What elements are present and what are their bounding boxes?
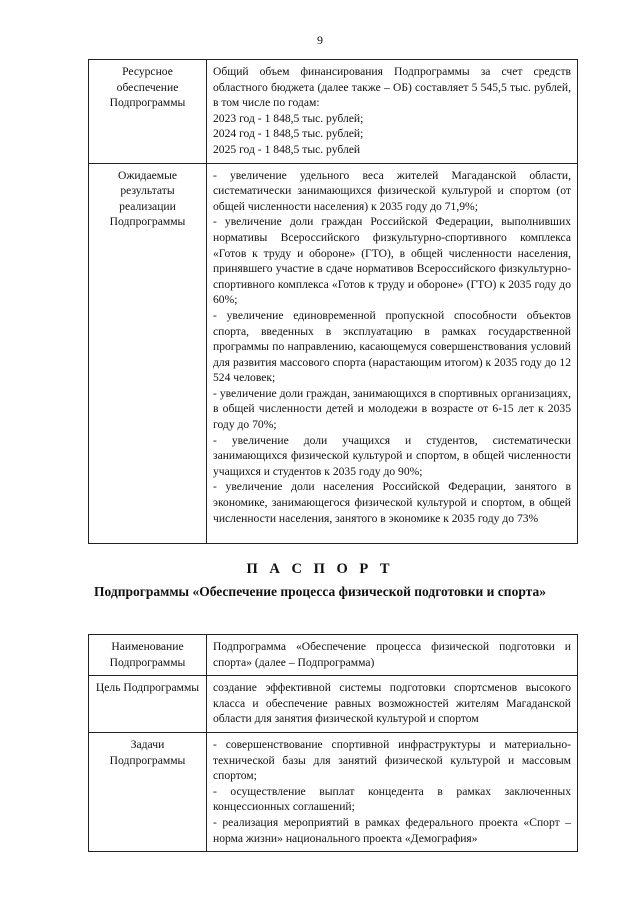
passport-table: [88, 634, 578, 852]
text-line: 2024 год - 1 848,5 тыс. рублей;: [213, 127, 364, 141]
list-item: - реализация мероприятий в рамках федерального проекта «Спорт – норма жизни» национального проекта «Демография»: [213, 815, 571, 845]
table-row: [89, 732, 578, 851]
list-item: - увеличение удельного веса жителей Магаданской области, систематически занимающихся физической культурой и спортом (от общей численности населения) к 2035 году до 71,9%;: [213, 168, 571, 213]
text-line: Общий объем финансирования Подпрограммы за счет средств областного бюджета (далее также – ОБ) составляет 5 545,5 тыс. рублей, в том числе по годам:: [213, 65, 571, 110]
list-item: - увеличение доли учащихся и студентов, систематически занимающихся физической культурой и спортом, в общей численности учащихся и студентов к 2035 году до 90%;: [213, 433, 571, 478]
row-label-goal: Цель Подпрограммы: [89, 676, 207, 733]
list-item: - осуществление выплат концедента в рамках заключенных концессионных соглашений;: [213, 784, 571, 814]
table-row: [89, 163, 578, 543]
row-label-name: Наименование Подпрограммы: [89, 635, 207, 676]
text-line: Подпрограмма «Обеспечение процесса физической подготовки и спорта» (далее – Подпрограмма): [213, 640, 571, 669]
list-item: - увеличение доли граждан Российской Федерации, выполнивших нормативы Всероссийского физкультурно-спортивного комплекса «Готов к труду и обороне» (ГТО), в общей численности населения, принявшего участие в сдаче нормативов Всероссийского физкультурно-спортивного комплекса «Готов к труду и обороне» (ГТО) к 2035 году до 60%;: [213, 215, 571, 307]
page-number: 9: [317, 33, 323, 47]
row-value-goal: [207, 676, 578, 733]
row-value-name: [207, 635, 578, 676]
list-item: - увеличение доли населения Российской Федерации, занятого в экономике, занимающегося физической культурой и спортом, в общей численности населения, занятого в экономике к 2035 году до 73%: [213, 480, 571, 525]
table-row: [89, 635, 578, 676]
table-row: [89, 676, 578, 733]
row-label-tasks: Задачи Подпрограммы: [89, 732, 207, 851]
text-line: создание эффективной системы подготовки спортсменов высокого класса и обеспечение равных возможностей жителям Магаданской области для занятия физической культурой и спортом: [213, 681, 571, 726]
table-row: [89, 60, 578, 164]
list-item: - увеличение доли граждан, занимающихся в спортивных организациях, в общей численности детей и молодежи в возрасте от 6-15 лет к 2035 году до 70%;: [213, 386, 571, 432]
row-label-expected-results: Ожидаемые результаты реализации Подпрограммы: [89, 163, 207, 543]
list-item: - совершенствование спортивной инфраструктуры и материально-технической базы для занятий физической культурой и массовым спортом;: [213, 737, 571, 783]
passport-title: П А С П О Р Т: [246, 561, 394, 577]
row-value-resources: [207, 60, 578, 164]
text-line: 2023 год - 1 848,5 тыс. рублей;: [213, 111, 364, 125]
subprogram-summary-table: [88, 59, 578, 544]
passport-subtitle: Подпрограммы «Обеспечение процесса физической подготовки и спорта»: [94, 584, 546, 599]
row-label-resources: Ресурсное обеспечение Подпрограммы: [89, 60, 207, 164]
list-item: - увеличение единовременной пропускной способности объектов спорта, введенных в эксплуатацию в рамках государственной программы по направлению, касающемуся совершенствования условий для развития массового спорта (нарастающим итогом) к 2035 году до 12 524 человек;: [213, 308, 571, 385]
row-value-tasks: [207, 732, 578, 851]
row-value-expected-results: [207, 163, 578, 543]
text-line: 2025 год - 1 848,5 тыс. рублей: [213, 142, 361, 156]
